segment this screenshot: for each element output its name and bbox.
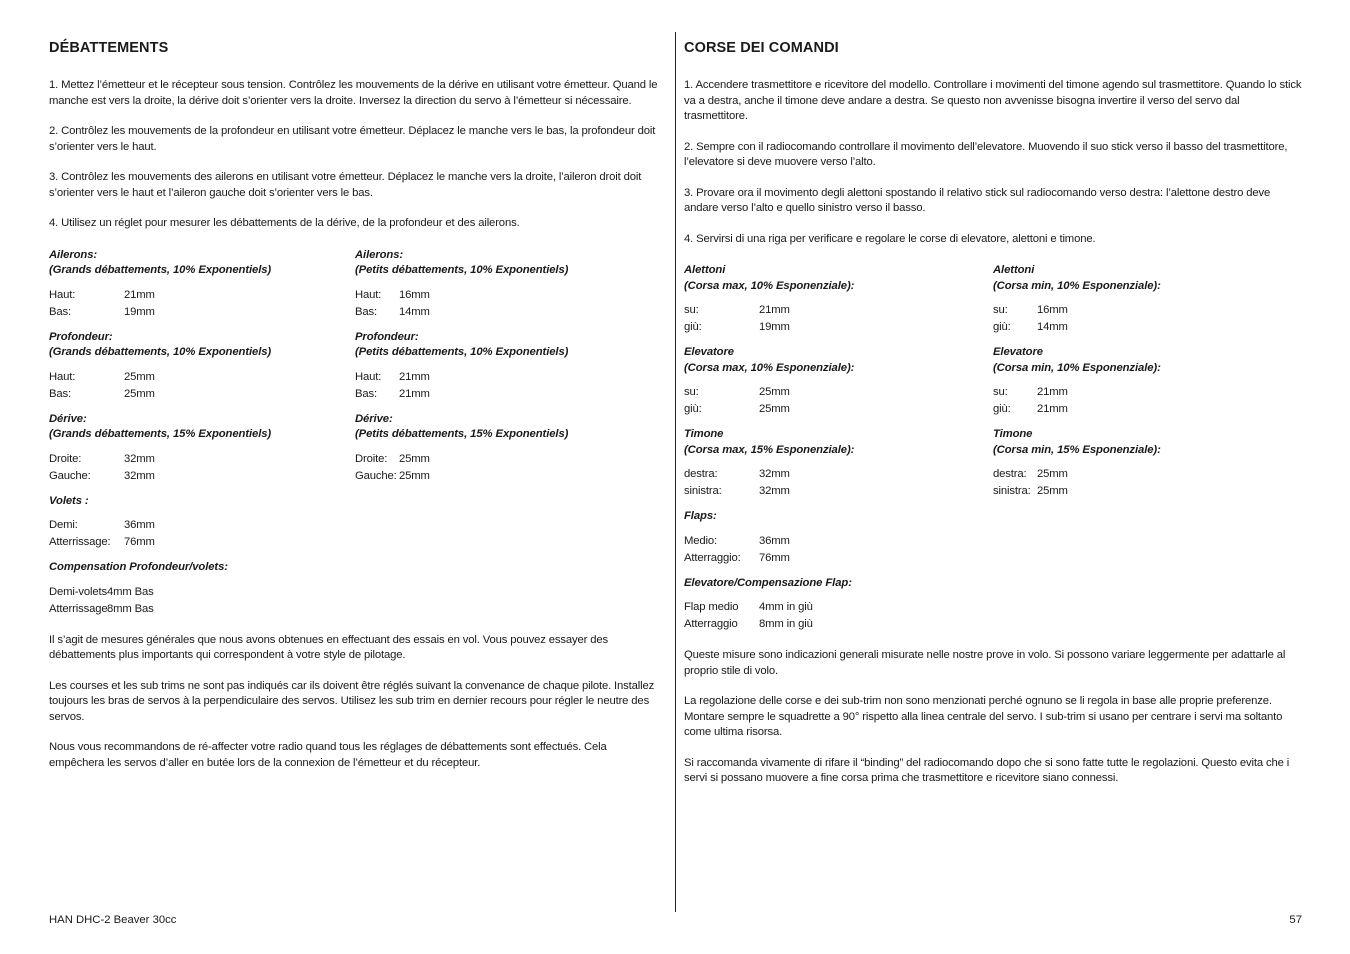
settings-value: 4mm in giù xyxy=(759,601,813,613)
settings-label: Demi-volets xyxy=(49,585,107,598)
settings-row xyxy=(684,533,1302,550)
step-1-fr: 1. Mettez l’émetteur et le récepteur sous tension. Contrôlez les mouvements de la dérive en utilisant votre émetteur. Quand le manche est vers la droite, la dérive doit s’orienter vers la droite. Inversez la direction du servo à l’émetteur si nécessaire. xyxy=(49,79,658,107)
settings-value: 32mm xyxy=(124,452,155,465)
settings-subtitle: (Petits débattements, 10% Exponentiels) xyxy=(355,264,569,276)
settings-row xyxy=(993,384,1302,401)
settings-label: Haut: xyxy=(355,288,382,301)
settings-subtitle: (Corsa max, 15% Esponenziale): xyxy=(684,443,855,456)
settings-row xyxy=(993,319,1302,336)
settings-title: Timone xyxy=(684,428,724,440)
settings-subtitle: (Grands débattements, 10% Exponentiels) xyxy=(49,346,272,358)
settings-subtitle: (Corsa max, 10% Esponenziale): xyxy=(684,279,855,292)
flaps-settings-fr xyxy=(49,494,661,552)
settings-row xyxy=(49,386,355,403)
settings-label: Haut: xyxy=(49,288,76,301)
settings-label: Bas: xyxy=(355,387,378,400)
aileron-high-rates-it xyxy=(684,263,993,336)
settings-row xyxy=(684,616,1302,633)
settings-row xyxy=(684,401,993,418)
settings-row xyxy=(684,384,993,401)
settings-title: Ailerons: xyxy=(49,248,98,261)
settings-value: 8mm in giù xyxy=(759,618,813,630)
rudder-high-rates-it xyxy=(684,427,993,500)
flaps-settings-it xyxy=(684,509,1302,567)
settings-value: 76mm xyxy=(124,536,155,548)
settings-row xyxy=(993,483,1302,500)
settings-value: 36mm xyxy=(124,519,155,531)
step-3-it: 3. Provare ora il movimento degli alettoni spostando il relativo stick sul radiocomando verso destra: l’alettone destro deve andare verso l’alto e quello sinistro verso il basso. xyxy=(684,186,1271,214)
settings-value: 21mm xyxy=(399,370,430,383)
settings-value: 8mm Bas xyxy=(107,602,154,615)
elevator-high-rates-it xyxy=(684,345,993,418)
settings-value: 32mm xyxy=(124,469,155,482)
settings-value: 21mm xyxy=(124,288,155,301)
settings-value: 25mm xyxy=(399,469,430,482)
elevator-low-rates-fr xyxy=(355,330,661,403)
settings-title: Ailerons: xyxy=(355,248,404,261)
settings-row xyxy=(355,386,661,403)
settings-label: Droite: xyxy=(355,452,388,465)
settings-title: Elevatore xyxy=(993,346,1043,358)
settings-value: 14mm xyxy=(1037,321,1068,333)
settings-value: 32mm xyxy=(759,485,790,497)
settings-row xyxy=(684,319,993,336)
step-1-it: 1. Accendere trasmettitore e ricevitore del modello. Controllare i movimenti del timone agendo sul trasmettitore. Quando lo stick va a destra, anche il timone deve andare a destra. Se questo non avvenisse bisogna invertire il verso del servo dal trasmettitore. xyxy=(684,79,1302,122)
settings-row xyxy=(49,369,355,386)
settings-row xyxy=(355,304,661,321)
settings-subtitle: (Grands débattements, 10% Exponentiels) xyxy=(49,264,272,276)
settings-title: Profondeur: xyxy=(49,330,113,343)
settings-title: Dérive: xyxy=(49,412,87,425)
step-2-fr: 2. Contrôlez les mouvements de la profondeur en utilisant votre émetteur. Déplacez le manche vers le bas, la profondeur doit s’orienter vers le haut. xyxy=(49,125,656,153)
footer-product-name: HAN DHC-2 Beaver 30cc xyxy=(49,914,177,926)
settings-value: 25mm xyxy=(759,403,790,415)
settings-value: 25mm xyxy=(1037,485,1068,497)
settings-title: Profondeur: xyxy=(355,330,419,343)
rudder-settings-fr xyxy=(49,412,661,494)
settings-value: 21mm xyxy=(1037,386,1068,398)
settings-title: Timone xyxy=(993,428,1033,440)
settings-label: su: xyxy=(684,386,699,398)
settings-row xyxy=(355,451,661,468)
settings-label: Haut: xyxy=(49,370,76,383)
settings-value: 25mm xyxy=(124,370,155,383)
settings-label: Flap medio xyxy=(684,601,739,613)
settings-value: 32mm xyxy=(759,468,790,480)
settings-value: 25mm xyxy=(124,387,155,400)
settings-subtitle: (Corsa min, 10% Esponenziale): xyxy=(993,361,1161,374)
settings-row xyxy=(49,534,661,551)
settings-row xyxy=(49,517,661,534)
step-2-it: 2. Sempre con il radiocomando controllare il movimento dell’elevatore. Muovendo il suo stick verso il basso del trasmettitore, l’elevatore si deve muovere verso l’alto. xyxy=(684,140,1288,168)
settings-label: giù: xyxy=(993,403,1011,415)
rudder-low-rates-fr xyxy=(355,412,661,485)
rudder-settings-it xyxy=(684,427,1302,509)
settings-label: Atterraggio xyxy=(684,618,738,630)
settings-label: giù: xyxy=(993,321,1011,333)
aileron-low-rates-fr xyxy=(355,248,661,321)
settings-value: 21mm xyxy=(759,304,790,316)
settings-row xyxy=(49,601,661,618)
italian-column xyxy=(684,40,1302,802)
settings-value: 36mm xyxy=(759,534,790,547)
aileron-high-rates-fr xyxy=(49,248,355,321)
settings-row xyxy=(49,451,355,468)
settings-title: Alettoni xyxy=(684,264,726,276)
settings-value: 19mm xyxy=(759,321,790,333)
aileron-settings-it xyxy=(684,263,1302,345)
note-3-fr: Nous vous recommandons de ré-affecter votre radio quand tous les réglages de débattements sont effectués. Cela empêchera les servos d’aller en butée lors de la connexion de l’émetteur et du récepteur. xyxy=(49,741,607,769)
settings-title: Elevatore/Compensazione Flap: xyxy=(684,576,852,589)
settings-subtitle: (Petits débattements, 15% Exponentiels) xyxy=(355,428,569,440)
settings-value: 25mm xyxy=(1037,468,1068,480)
settings-row xyxy=(684,483,993,500)
settings-row xyxy=(49,584,661,601)
settings-label: destra: xyxy=(993,468,1027,480)
settings-row xyxy=(993,302,1302,319)
settings-value: 21mm xyxy=(399,387,430,400)
settings-label: Haut: xyxy=(355,370,382,383)
settings-row xyxy=(49,287,355,304)
settings-value: 19mm xyxy=(124,305,155,318)
settings-subtitle: (Grands débattements, 15% Exponentiels) xyxy=(49,428,272,440)
settings-title: Compensation Profondeur/volets: xyxy=(49,561,228,573)
settings-value: 16mm xyxy=(399,288,430,301)
settings-subtitle: (Corsa min, 10% Esponenziale): xyxy=(993,279,1161,292)
aileron-low-rates-it xyxy=(993,263,1302,336)
french-column xyxy=(49,40,661,786)
settings-row xyxy=(684,550,1302,567)
settings-label: Atterrissage: xyxy=(49,536,111,548)
step-4-fr: 4. Utilisez un réglet pour mesurer les débattements de la dérive, de la profondeur et des ailerons. xyxy=(49,217,520,229)
note-2-it: La regolazione delle corse e dei sub-trim non sono menzionati perché ognuno se li regola in base alle proprie preferenze. Montare sempre le squadrette a 90° rispetto alla linea centrale del servo. I sub-trim si usano per centrare i servi ma soltanto come ultima risorsa. xyxy=(684,695,1283,738)
elevator-high-rates-fr xyxy=(49,330,355,403)
settings-label: su: xyxy=(684,304,699,316)
page-number: 57 xyxy=(1289,914,1302,926)
flap-elevator-mix-it xyxy=(684,576,1302,634)
aileron-settings-fr xyxy=(49,248,661,330)
settings-row xyxy=(993,466,1302,483)
settings-value: 21mm xyxy=(1037,403,1068,415)
settings-row xyxy=(355,468,661,485)
settings-label: giù: xyxy=(684,321,702,333)
step-4-it: 4. Servirsi di una riga per verificare e regolare le corse di elevatore, alettoni e timone. xyxy=(684,232,1096,245)
settings-label: su: xyxy=(993,304,1008,316)
rudder-low-rates-it xyxy=(993,427,1302,500)
settings-value: 76mm xyxy=(759,551,790,564)
note-3-it: Si raccomanda vivamente di rifare il “binding” del radiocomando dopo che si sono fatte tutte le regolazioni. Questo evita che i servi si possano muovere a fine corsa prima che trasmettitore e ricevitore siano connessi. xyxy=(684,756,1290,784)
settings-label: Gauche: xyxy=(355,469,397,482)
note-2-fr: Les courses et les sub trims ne sont pas indiqués car ils doivent être réglés suivant la convenance de chaque pilote. Installez toujours les bras de servos à la perpendiculaire des servos. Utilisez les sub trim en dernier recours pour régler le neutre des servos. xyxy=(49,679,655,723)
column-divider xyxy=(675,32,676,912)
section-title-it: CORSE DEI COMANDI xyxy=(684,40,839,56)
settings-label: destra: xyxy=(684,468,718,480)
rudder-high-rates-fr xyxy=(49,412,355,485)
settings-label: Bas: xyxy=(355,305,378,318)
elevator-low-rates-it xyxy=(993,345,1302,418)
note-1-fr: Il s’agit de mesures générales que nous avons obtenues en effectuant des essais en vol. Vous pouvez essayer des débattements plus importants qui correspondent à votre style de pilotage. xyxy=(49,633,609,661)
settings-label: su: xyxy=(993,386,1008,398)
settings-label: Droite: xyxy=(49,452,82,465)
section-title-fr: DÉBATTEMENTS xyxy=(49,40,169,56)
note-1-it: Queste misure sono indicazioni generali misurate nelle nostre prove in volo. Si possono variare leggermente per adattarle al proprio stile di volo. xyxy=(684,649,1286,677)
settings-subtitle: (Petits débattements, 10% Exponentiels) xyxy=(355,346,569,358)
settings-label: Gauche: xyxy=(49,469,91,482)
settings-label: Atterraggio: xyxy=(684,551,741,564)
flap-elevator-mix-fr xyxy=(49,560,661,618)
settings-row xyxy=(684,599,1302,616)
settings-label: giù: xyxy=(684,403,702,415)
settings-row xyxy=(355,287,661,304)
settings-row xyxy=(49,304,355,321)
elevator-settings-fr xyxy=(49,330,661,412)
settings-title: Volets : xyxy=(49,494,89,507)
settings-row xyxy=(993,401,1302,418)
settings-value: 4mm Bas xyxy=(107,585,154,598)
settings-label: Bas: xyxy=(49,305,72,318)
settings-label: Medio: xyxy=(684,534,718,547)
settings-row xyxy=(355,369,661,386)
elevator-settings-it xyxy=(684,345,1302,427)
settings-title: Dérive: xyxy=(355,412,393,425)
step-3-fr: 3. Contrôlez les mouvements des ailerons en utilisant votre émetteur. Déplacez le manche vers la droite, l’aileron droit doit s’orienter vers le haut et l’aileron gauche doit s’orienter vers le bas. xyxy=(49,171,642,199)
settings-row xyxy=(684,466,993,483)
settings-label: sinistra: xyxy=(993,485,1031,497)
settings-title: Elevatore xyxy=(684,346,734,358)
settings-value: 16mm xyxy=(1037,304,1068,316)
settings-subtitle: (Corsa min, 15% Esponenziale): xyxy=(993,443,1161,456)
settings-value: 25mm xyxy=(399,452,430,465)
settings-title: Alettoni xyxy=(993,264,1035,276)
settings-label: Bas: xyxy=(49,387,72,400)
settings-label: Atterrissage xyxy=(49,602,108,615)
settings-row xyxy=(49,468,355,485)
settings-title: Flaps: xyxy=(684,510,717,522)
settings-row xyxy=(684,302,993,319)
settings-value: 25mm xyxy=(759,386,790,398)
settings-label: Demi: xyxy=(49,519,78,531)
settings-subtitle: (Corsa max, 10% Esponenziale): xyxy=(684,361,855,374)
settings-label: sinistra: xyxy=(684,485,722,497)
settings-value: 14mm xyxy=(399,305,430,318)
